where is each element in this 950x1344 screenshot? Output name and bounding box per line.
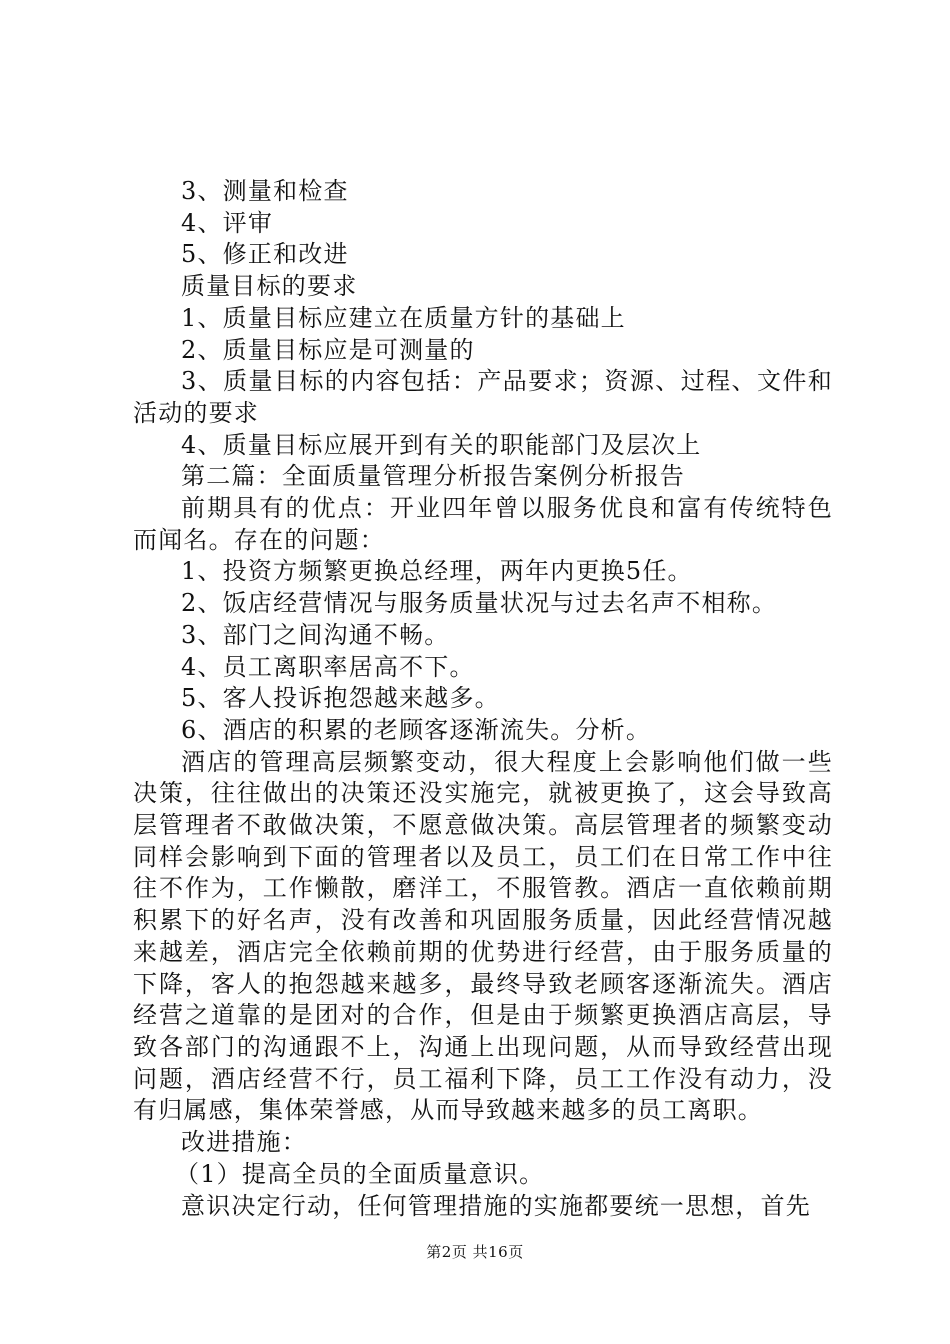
paragraph-19: （1）提高全员的全面质量意识。	[175, 1159, 545, 1188]
paragraph-11: 1、投资方频繁更换总经理，两年内更换5任。	[181, 557, 693, 586]
paragraph-1: 3、测量和检查	[181, 177, 349, 205]
improvement-heading: 改进措施：	[181, 1128, 307, 1157]
paragraph-5: 1、质量目标应建立在质量方针的基础上	[181, 303, 626, 332]
paragraph-14: 4、员工离职率居高不下。	[181, 652, 475, 681]
analysis-paragraph: 酒店的管理高层频繁变动，很大程度上会影响他们做一些决策，往往做出的决策还没实施完，就被更换了，这会导致高层管理者不敢做决策，不愿意做决策。高层管理者的频繁变动同样会影响到下面的管理者以及员工，员工们在日常工作中往往不作为，工作懒散，磨洋工，不服管教。酒店一直依赖前期积累下的好名声，没有改善和巩固服务质量，因此经营情况越来越差，酒店完全依赖前期的优势进行经营，由于服务质量的下降，客人的抱怨越来越多，最终导致老顾客逐渐流失。酒店经营之道靠的是团对的合作，但是由于频繁更换酒店高层，导致各部门的沟通跟不上，沟通上出现问题，从而导致经营出现问题，酒店经营不行，员工福利下降，员工工作没有动力，没有归属感，集体荣誉感，从而导致越来越多的员工离职。	[133, 747, 833, 1125]
paragraph-15: 5、客人投诉抱怨越来越多。	[181, 684, 500, 713]
chapter-title: 第二篇：全面质量管理分析报告案例分析报告	[181, 462, 685, 491]
paragraph-7: 3、质量目标的内容包括：产品要求；资源、过程、文件和活动的要求	[133, 367, 833, 427]
paragraph-8: 4、质量目标应展开到有关的职能部门及层次上	[181, 430, 702, 459]
paragraph-10: 前期具有的优点：开业四年曾以服务优良和富有传统特色而闻名。存在的问题：	[133, 494, 833, 554]
paragraph-6: 2、质量目标应是可测量的	[181, 335, 475, 364]
paragraph-2: 4、评审	[181, 208, 274, 237]
paragraph-16: 6、酒店的积累的老顾客逐渐流失。分析。	[181, 715, 652, 744]
paragraph-12: 2、饭店经营情况与服务质量状况与过去名声不相称。	[181, 589, 778, 618]
paragraph-3: 5、修正和改进	[181, 240, 349, 269]
section-heading-quality-goals: 质量目标的要求	[181, 272, 358, 301]
document-body	[133, 176, 833, 1222]
page-footer: 第2页 共16页	[426, 1243, 524, 1261]
paragraph-20: 意识决定行动，任何管理措施的实施都要统一思想，首先	[181, 1191, 811, 1220]
paragraph-13: 3、部门之间沟通不畅。	[181, 620, 450, 649]
